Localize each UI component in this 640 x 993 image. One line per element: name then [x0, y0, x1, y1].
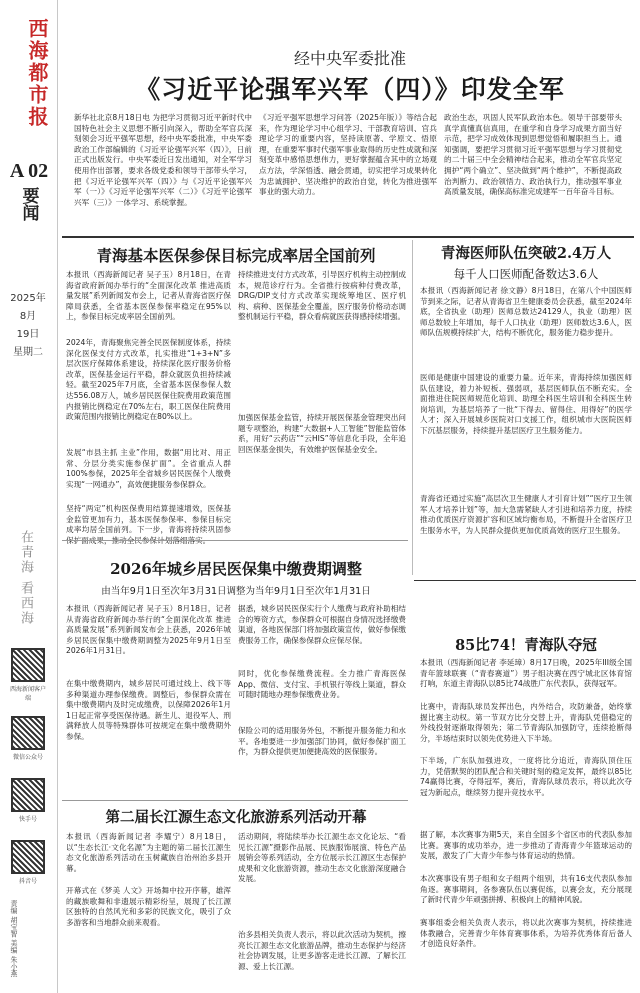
slogan: 在青海 看西海: [18, 530, 33, 627]
insurance-para: 坚持“两定”机构医保费用结算提速增效，医保基金监管更加有力，基本医保参保率、参保目标完成率均居全国前列。下一步，青海将持续巩固参: [66, 504, 231, 535]
physicians-para: 本报讯（西海新闻记者 徐文静）8月18日，在第八个中国医师节到来之际，记者从青海省卫生健康委员会获悉，截至2024年底，全省执业（助理）医师总数达24129人，执业（助理）医师总数较上年增加，每千人口执业（助理）医师数达3.6人，医师队伍规模持续扩大，结构不断优化，服务能力稳步提升。: [420, 286, 632, 338]
physicians-para: 青海省还通过实施“高层次卫生健康人才引育计划”“医疗卫生领军人才培养计划”等，加大急需紧缺人才引进和培养力度，持续推动优质医疗资源扩容和区域均衡布局，不断提升全省医疗卫生服务水平，为人民群众提供更加优质高效的医疗卫生服务。: [420, 494, 632, 535]
lead-body-col-2: 《习近平强军思想学习问答（2025年版）》等结合起来，作为理论学习中心组学习、干部教育培训、官兵理论学习的重要内容，坚持读原著、学原文、悟原理，在重要军事时代强军事业取得的历史性成就和深刻变革中感悟思想伟力，更好掌握蕴含其中的立场观点方法，学深悟透、融会贯通，切实把学习成果转化为忠诚拥护、坚决维护的政治自觉，转化为推进强军事业的强大动力。: [259, 113, 437, 197]
qr-label: 微信公众号: [12, 754, 43, 761]
enrollment-subtitle: 由当年9月1日至次年3月31日调整为当年9月1日至次年1月31日: [101, 586, 371, 597]
qr-code-icon: [11, 716, 45, 750]
issue-day: 19日: [16, 329, 40, 340]
issue-weekday: 星期二: [13, 347, 43, 358]
sports-para: 本报讯（西海新闻记者 李延璋）8月17日晚，2025年III级全国青年篮球联赛（“青春赛道”）男子组决赛在西宁城北区体育馆打响，东道主青海队以85比74战胜广东代表队，获得冠军。: [420, 658, 632, 689]
qr-label: 西海新闻客户端: [9, 686, 46, 702]
enrollment-para: 据悉，城乡居民医保实行个人缴费与政府补助相结合的筹资方式，参保群众可根据自身情况选择缴费渠道，各地医保部门将加强政策宣传，做好参保缴费服务工作，确保参保群众应保尽保。: [238, 604, 406, 645]
culture-title: 第二届长江源生态文化旅游系列活动开幕: [105, 809, 367, 826]
enrollment-para: 在集中缴费期内，城乡居民可通过线上、线下等多种渠道办理参保缴费。调整后，参保群众需在集中缴费期内及时完成缴费，以保障2026年1月1日起正常享受医保待遇。新生儿、退役军人、刑满释放人员等特殊群体可按规定在集中缴费期外参保。: [66, 679, 231, 741]
lead-body-col-1: 新华社北京8月18日电 为把学习贯彻习近平新时代中国特色社会主义思想不断引向深入，帮助全军官兵深刻领会习近平强军思想，经中央军委批准，中央军委政治工作部编辑的《习近平论强军兴军（四）》，日前正式出版发行。中央军委近日发出通知，对全军学习使用作出部署，要求各级党委和领导干部带头学习，把《习近平论强军兴军（四）》与《习近平论强军兴军（一）》《习近平论强军兴军（二）》《习近平论强军兴军（三）》一体学习、系统掌握。: [74, 113, 252, 207]
divider: [62, 800, 408, 801]
issue-date: [10, 290, 46, 362]
qr-kuaishou[interactable]: [8, 778, 48, 823]
divider: [62, 236, 634, 238]
physicians-para: 医师是健康中国建设的重要力量。近年来，青海持续加强医师队伍建设，着力补短板、强弱项，基层医师队伍不断充实。全面推进住院医师规范化培训、助理全科医生培训和全科医生转岗培训，为基层培养了一批“下得去、留得住、用得好”的医学人才；深入开展城乡医院对口支援工作，组织城市大医院医师下沉基层服务，持续提升基层医疗卫生服务能力。: [420, 373, 632, 435]
physicians-title: 青海医师队伍突破2.4万人: [440, 245, 612, 262]
sports-para: 比赛中，青海队球员发挥出色，内外结合，攻防兼备，始终掌握比赛主动权。第一节双方比分交替上升，青海队凭借稳定的外线投射逐渐取得领先；第二节青海队加强防守，连续抢断得分，半场结束时以领先优势进入下半场。: [420, 702, 632, 743]
edition-label: [3, 160, 55, 221]
insurance-para: 发展“市县主抓 主业”作用，数据“用比对、用正常、分层分类实施参保扩面”。全省重点人群100%参保，2025年全省城乡居民医保个人缴费实现“一网通办”，高效便捷服务参保群众。: [66, 448, 231, 489]
masthead-logo: 西海都市报: [25, 18, 49, 128]
sports-para: 下半场，广东队加强进攻，一度将比分追近，青海队顶住压力，凭借默契的团队配合和关键时刻的稳定发挥，最终以85比74赢得比赛，夺得冠军，赛后，青海队球员表示，将以此次夺冠为新起点，继续努力提升竞技水平。: [420, 756, 632, 797]
insurance-para: 本报讯（西海新闻记者 吴子玉）8月18日，在青海省政府新闻办举行的“全面深化改革 推进高质量发展”系列新闻发布会上，记者从青海省医疗保障局获悉，全省基本医保参保率稳定在95%以上，参保目标完成率居全国前列。: [66, 270, 231, 322]
lead-kicker: 经中央军委批准: [293, 49, 406, 68]
enrollment-para: 同时，优化参保缴费流程。全力推广青海医保App、微信、支付宝、手机银行等线上渠道，群众可随时随地办理参保缴费业务。: [238, 669, 406, 700]
divider: [414, 580, 636, 581]
physicians-subtitle: 每千人口医师配备数达3.6人: [453, 267, 599, 281]
insurance-para: 2024年，青海聚焦完善全民医保制度体系，持续深化医保支付方式改革，扎实推进“1+3+N”多层次医疗保障体系建设，持续深化医疗服务价格改革，医保基金运行平稳，群众就医负担持续减轻。截至2025年7月底，全省基本医保参保人数达556.08万人，城乡居民医保住院费用政策范围内报销比例稳定在70%左右，职工医保住院费用政策范围内报销比例稳定在80%以上。: [66, 338, 231, 422]
qr-wechat[interactable]: [8, 716, 48, 761]
qr-label: 快手号: [18, 816, 37, 823]
qr-code-icon: [11, 648, 45, 682]
section-name: 要闻: [18, 187, 39, 221]
divider: [62, 540, 408, 541]
culture-para: 治多县相关负责人表示，将以此次活动为契机，擦亮长江源生态文化旅游品牌，推动生态保护与经济社会协调发展，让更多游客走进长江源、了解长江源、爱上长江源。: [238, 930, 406, 971]
lead-body-col-3: 政治生态，巩固人民军队政治本色。领导干部要带头真学真懂真信真用，在重学和自身学习成果方面当好示范，把学习成效体现到思想觉悟和履职担当上。通知强调，要把学习贯彻习近平强军思想与学习贯彻党的二十届三中全会精神结合起来，推动全军官兵坚定拥护“两个确立”、坚决做到“两个维护”，不断提高政治判断力、政治领悟力、政治执行力，推动强军事业高质量发展，确保高标准完成建军一百年奋斗目标。: [444, 113, 622, 197]
insurance-title: 青海基本医保参保目标完成率居全国前列: [96, 246, 376, 265]
qr-app[interactable]: [8, 648, 48, 702]
lead-title: 《习近平论强军兴军（四）》印发全军: [135, 75, 565, 104]
qr-douyin[interactable]: [8, 840, 48, 885]
issue-year: 2025年: [10, 293, 46, 304]
lead-headline-block: [60, 0, 640, 110]
sports-para: 本次赛事设有男子组和女子组两个组别，共有16支代表队参加角逐。赛事期间，各参赛队伍以赛促练，以赛会友，充分展现了新时代青少年顽强拼搏、积极向上的精神风貌。: [420, 874, 632, 905]
sports-title: 85比74！青海队夺冠: [455, 637, 597, 654]
divider: [412, 240, 413, 575]
culture-para: 本报讯（西海新闻记者 李耀宁）8月18日，以“生态长江·文化名源”为主题的第二届长江源生态文化旅游系列活动在玉树藏族自治州治多县开幕。: [66, 832, 231, 873]
issue-month: 8月: [19, 311, 37, 322]
left-rail: [0, 0, 58, 993]
enrollment-para: 本报讯（西海新闻记者 吴子玉）8月18日，记者从青海省政府新闻办举行的“全面深化改革 推进高质量发展”系列新闻发布会上获悉，2026年城乡居民医保集中缴费期调整为2025年9月1日至2026年1月31日。: [66, 604, 231, 656]
enrollment-title: 2026年城乡居民医保集中缴费期调整: [110, 560, 362, 578]
insurance-para: 持续推进支付方式改革，引导医疗机构主动控制成本，规范诊疗行为。全省推行按病种付费改革，DRG/DIP支付方式改革实现统筹地区、医疗机构、病种、医保基金全覆盖，医疗服务价格动态调整机制运行平稳，群众看病就医获得感持续增强。: [238, 270, 406, 322]
editors-credit: 责编 胡宝智 美编 朱小燕: [10, 900, 18, 977]
sports-para: 据了解，本次赛事为期5天，来自全国多个省区市的代表队参加比赛。赛事的成功举办，进一步推动了青海青少年篮球运动的发展，激发了广大青少年参与体育运动的热情。: [420, 830, 632, 861]
qr-code-icon: [11, 840, 45, 874]
sports-para: 赛事组委会相关负责人表示，将以此次赛事为契机，持续推进体教融合，完善青少年体育赛事体系，为培养优秀体育后备人才创造良好条件。: [420, 918, 632, 949]
qr-code-icon: [11, 778, 45, 812]
page-code: A 02: [9, 160, 49, 182]
enrollment-para: 保险公司的适用服务外包，不断提升服务能力和水平。各地要进一步加强部门协同，做好参保扩面工作，为群众提供更加便捷高效的医保服务。: [238, 726, 406, 757]
culture-para: 开幕式在《梦美 人文》开场舞中拉开序幕，雄浑的藏族歌舞和非遗展示精彩纷呈，展现了长江源区独特的自然风光和多彩的民族文化，吸引了众多游客和当地群众前来观看。: [66, 886, 231, 927]
insurance-para: 加强医保基金监管，持续开展医保基金管理突出问题专项整治，构建“大数据+人工智能”智能监管体系，用好“云药店”“云HIS”等信息化手段，全年追回医保基金损失，有效维护医保基金安全。: [238, 413, 406, 454]
qr-label: 抖音号: [18, 878, 37, 885]
culture-para: 活动期间，将陆续举办长江源生态文化论坛、“看见长江源”摄影作品展、民族服饰展演、特色产品展销会等系列活动，全方位展示长江源区生态保护成果和文化旅游资源，推动生态文化旅游深度融合发展。: [238, 832, 406, 884]
